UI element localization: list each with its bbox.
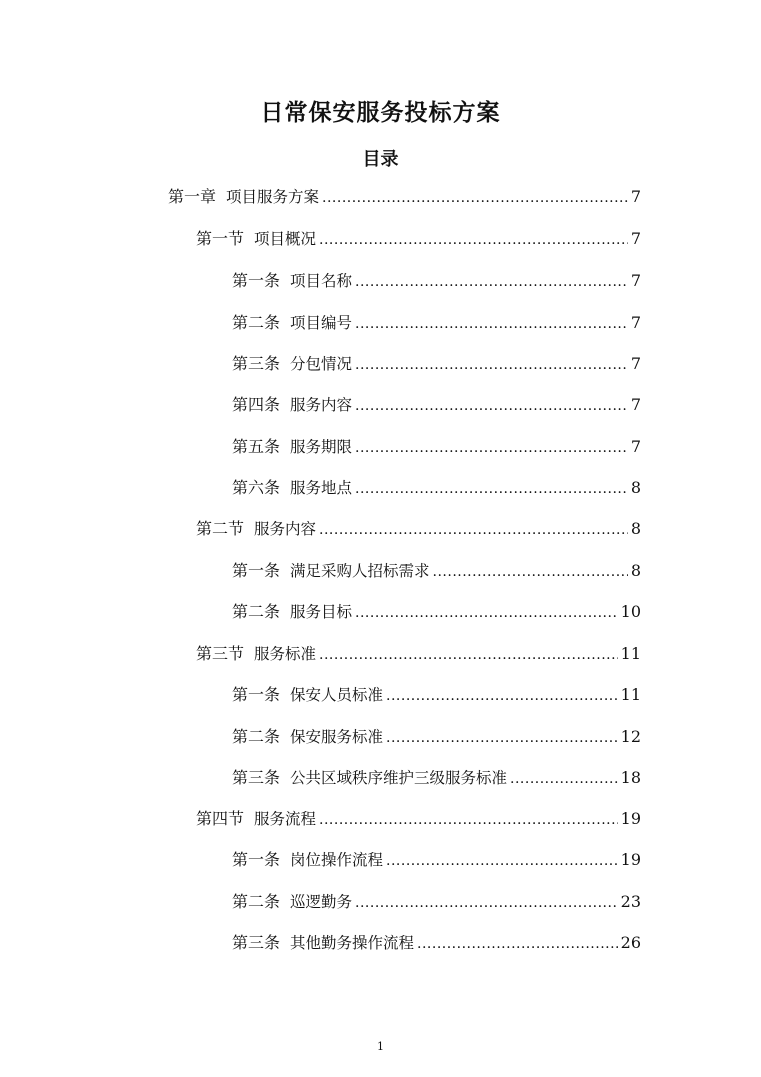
toc-leader-dots	[386, 848, 618, 874]
toc-entry-page: 18	[620, 768, 641, 787]
toc-leader-dots	[355, 269, 628, 295]
toc-entry-page: 7	[630, 395, 641, 414]
page-number: 1	[377, 1040, 384, 1053]
toc-entry-page: 7	[630, 354, 641, 373]
toc-entry[interactable]	[232, 930, 641, 956]
toc-heading: 目录	[362, 149, 399, 170]
toc-entry-page: 23	[620, 892, 641, 911]
toc-leader-dots	[355, 890, 618, 916]
toc-entry-text: 满足采购人招标需求	[290, 562, 430, 580]
toc-leader-dots	[386, 725, 618, 751]
toc-entry-page: 7	[630, 437, 641, 456]
toc-entry-page: 11	[620, 644, 641, 663]
toc-entry-text: 保安人员标准	[290, 686, 384, 704]
toc-entry-number: 第六条	[232, 478, 281, 497]
toc-leader-dots	[355, 311, 628, 337]
toc-entry-page: 12	[620, 727, 641, 746]
toc-entry-number: 第三条	[232, 933, 281, 952]
toc-entry-number: 第一章	[168, 187, 217, 206]
toc-entry-text: 服务标准	[254, 645, 317, 663]
toc-leader-dots	[319, 227, 628, 253]
toc-leader-dots	[417, 931, 618, 957]
toc-entry-number: 第四条	[232, 395, 281, 414]
toc-entry-page: 8	[630, 478, 641, 497]
toc-leader-dots	[322, 185, 628, 211]
toc-entry-text: 项目服务方案	[226, 188, 320, 206]
toc-entry-text: 公共区域秩序维护三级服务标准	[290, 769, 508, 787]
toc-entry-page: 11	[620, 685, 641, 704]
toc-entry[interactable]	[232, 889, 641, 915]
toc-entry-number: 第一节	[196, 229, 245, 248]
toc-entry[interactable]	[196, 516, 641, 542]
toc-leader-dots	[319, 517, 628, 543]
toc-entry[interactable]	[232, 475, 641, 501]
toc-entry-text: 保安服务标准	[290, 728, 384, 746]
toc-entry-text: 岗位操作流程	[290, 851, 384, 869]
toc-entry-page: 10	[620, 602, 641, 621]
toc-entry-text: 服务目标	[290, 603, 353, 621]
toc-entry[interactable]	[196, 806, 641, 832]
toc-entry[interactable]	[232, 268, 641, 294]
toc-entry-text: 项目名称	[290, 272, 353, 290]
toc-leader-dots	[510, 766, 618, 792]
toc-entry-number: 第一条	[232, 271, 281, 290]
toc-entry-number: 第五条	[232, 437, 281, 456]
toc-entry[interactable]	[232, 765, 641, 791]
toc-leader-dots	[355, 352, 628, 378]
toc-leader-dots	[319, 807, 618, 833]
toc-entry-number: 第二条	[232, 727, 281, 746]
page-title: 日常保安服务投标方案	[260, 100, 501, 126]
toc-entry[interactable]	[168, 184, 641, 210]
toc-entry-text: 服务内容	[254, 520, 317, 538]
toc-entry-number: 第二节	[196, 519, 245, 538]
toc-leader-dots	[355, 476, 628, 502]
toc-entry-text: 其他勤务操作流程	[290, 934, 415, 952]
toc-entry[interactable]	[232, 310, 641, 336]
toc-entry-text: 服务内容	[290, 396, 353, 414]
toc-entry[interactable]	[232, 682, 641, 708]
toc-entry[interactable]	[196, 641, 641, 667]
toc-entry-page: 7	[630, 271, 641, 290]
toc-leader-dots	[319, 642, 618, 668]
toc-entry-number: 第二条	[232, 313, 281, 332]
toc-entry-page: 7	[630, 229, 641, 248]
toc-entry[interactable]	[196, 226, 641, 252]
toc-entry[interactable]	[232, 847, 641, 873]
toc-entry-number: 第三节	[196, 644, 245, 663]
toc-entry-text: 服务期限	[290, 438, 353, 456]
toc-entry-number: 第一条	[232, 685, 281, 704]
toc-entry-page: 7	[630, 187, 641, 206]
toc-leader-dots	[386, 683, 618, 709]
toc-leader-dots	[355, 600, 618, 626]
toc-entry-text: 服务流程	[254, 810, 317, 828]
toc-entry-text: 巡逻勤务	[290, 893, 353, 911]
toc-entry-page: 7	[630, 313, 641, 332]
toc-leader-dots	[355, 393, 628, 419]
toc-entry-number: 第三条	[232, 768, 281, 787]
toc-entry-page: 19	[620, 850, 641, 869]
toc-entry-text: 服务地点	[290, 479, 353, 497]
toc-leader-dots	[433, 559, 628, 585]
toc-entry-page: 26	[620, 933, 641, 952]
toc-entry[interactable]	[232, 599, 641, 625]
toc-entry-number: 第三条	[232, 354, 281, 373]
toc-entry-number: 第二条	[232, 602, 281, 621]
toc-entry-page: 8	[630, 561, 641, 580]
toc-entry-page: 19	[620, 809, 641, 828]
toc-entry[interactable]	[232, 558, 641, 584]
toc-entry[interactable]	[232, 434, 641, 460]
toc-entry-text: 分包情况	[290, 355, 353, 373]
toc-entry[interactable]	[232, 392, 641, 418]
toc-entry[interactable]	[232, 351, 641, 377]
toc-entry-number: 第二条	[232, 892, 281, 911]
toc-entry-text: 项目编号	[290, 314, 353, 332]
toc-entry[interactable]	[232, 724, 641, 750]
toc-entry-number: 第一条	[232, 850, 281, 869]
toc-entry-page: 8	[630, 519, 641, 538]
toc-entry-number: 第四节	[196, 809, 245, 828]
toc-entry-text: 项目概况	[254, 230, 317, 248]
toc-leader-dots	[355, 435, 628, 461]
toc-entry-number: 第一条	[232, 561, 281, 580]
